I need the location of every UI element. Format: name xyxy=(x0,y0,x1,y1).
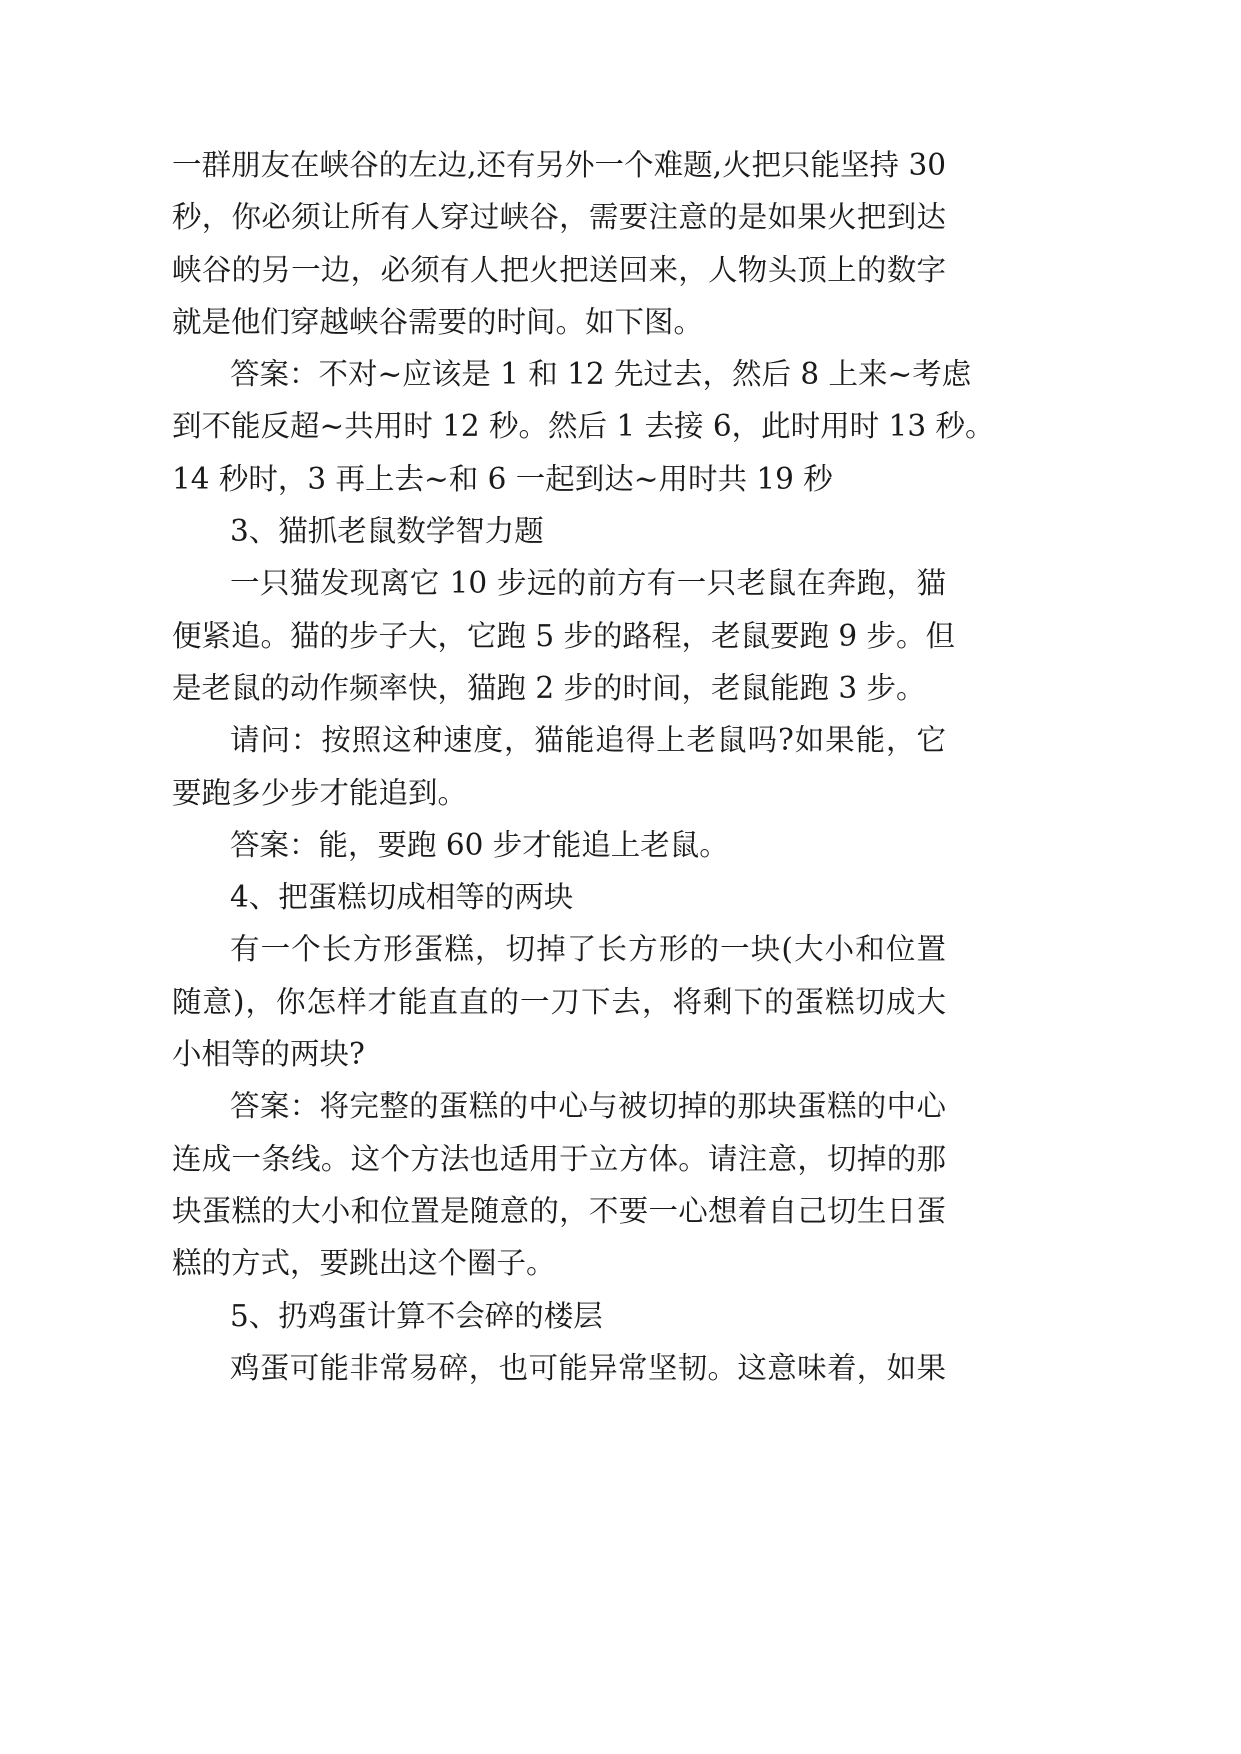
text-line: 鸡蛋可能非常易碎，也可能异常坚韧。这意味着，如果 xyxy=(230,1350,946,1385)
heading-text: 3、猫抓老鼠数学智力题 xyxy=(230,514,544,549)
document-body xyxy=(172,139,995,1394)
text-line: 要跑多少步才能追到。 xyxy=(172,775,468,810)
text-line: 秒，你必须让所有人穿过峡谷，需要注意的是如果火把到达 xyxy=(172,200,946,235)
text-line: 有一个长方形蛋糕，切掉了长方形的一块(大小和位置 xyxy=(230,932,946,967)
text-line: 一只猫发现离它 10 步远的前方有一只老鼠在奔跑，猫 xyxy=(230,566,946,601)
paragraph-cake-question xyxy=(172,923,946,1080)
text-line: 连成一条线。这个方法也适用于立方体。请注意，切掉的那 xyxy=(172,1141,946,1176)
section-heading xyxy=(172,505,946,557)
section-heading xyxy=(172,871,946,923)
text-line: 糕的方式，要跳出这个圈子。 xyxy=(172,1246,556,1281)
text-line: 就是他们穿越峡谷需要的时间。如下图。 xyxy=(172,304,704,339)
heading-text: 5、扔鸡蛋计算不会碎的楼层 xyxy=(230,1298,603,1333)
text-line: 到不能反超~共用时 12 秒。然后 1 去接 6，此时用时 13 秒。 xyxy=(172,409,995,444)
section-heading xyxy=(172,1290,946,1342)
paragraph-egg xyxy=(172,1342,946,1394)
text-line: 块蛋糕的大小和位置是随意的，不要一心想着自己切生日蛋 xyxy=(172,1193,946,1228)
text-line: 答案：能，要跑 60 步才能追上老鼠。 xyxy=(230,827,729,862)
paragraph-cat-question xyxy=(172,714,946,819)
text-line: 便紧追。猫的步子大，它跑 5 步的路程，老鼠要跑 9 步。但 xyxy=(172,618,956,653)
text-line: 答案：不对~应该是 1 和 12 先过去，然后 8 上来~考虑 xyxy=(230,357,972,392)
text-line: 请问：按照这种速度，猫能追得上老鼠吗?如果能，它 xyxy=(230,723,946,758)
heading-text: 4、把蛋糕切成相等的两块 xyxy=(230,880,574,915)
paragraph-torch-answer xyxy=(172,348,995,505)
paragraph-cat-answer xyxy=(172,819,946,871)
paragraph-cat-mouse xyxy=(172,557,956,714)
text-line: 是老鼠的动作频率快，猫跑 2 步的时间，老鼠能跑 3 步。 xyxy=(172,670,926,705)
text-line: 一群朋友在峡谷的左边,还有另外一个难题,火把只能坚持 30 xyxy=(172,148,946,182)
text-line: 小相等的两块? xyxy=(172,1037,365,1072)
text-line: 14 秒时，3 再上去~和 6 一起到达~用时共 19 秒 xyxy=(172,461,833,496)
text-line: 峡谷的另一边，必须有人把火把送回来，人物头顶上的数字 xyxy=(172,252,946,287)
text-line: 随意)，你怎样才能直直的一刀下去，将剩下的蛋糕切成大 xyxy=(172,984,946,1019)
paragraph-torch-puzzle xyxy=(172,139,946,348)
text-line: 答案：将完整的蛋糕的中心与被切掉的那块蛋糕的中心 xyxy=(230,1089,946,1124)
paragraph-cake-answer xyxy=(172,1080,946,1289)
